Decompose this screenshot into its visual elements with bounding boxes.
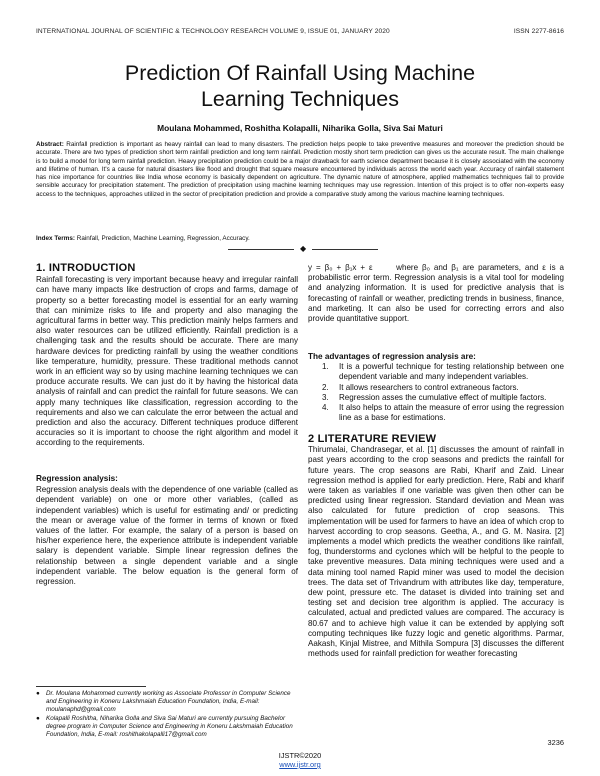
bullet-icon: ●: [36, 715, 40, 723]
footnote-item: [36, 715, 300, 739]
advantages-heading: The advantages of regression analysis are:: [308, 352, 476, 361]
copyright: IJSTR©2020: [278, 751, 322, 760]
equation-section: [308, 263, 564, 324]
diamond-icon: ◆: [300, 244, 307, 253]
regression-text: Regression analysis deals with the dependence of one variable (called as dependent variable) on one or more other variables, (called as independent variables) which is useful for estimating and/ or predicting the mean or average value of the former in terms of known or fixed values of the latter. For example, the salary of a person is based on his/her experience here, the experience attribute is independent variable salary is dependent variable. Simple linear regression defines the relationship between a single dependent variable and a single independent variable. The below equation is the general form of regression.: [36, 485, 298, 587]
literature-heading: 2 LITERATURE REVIEW: [308, 433, 437, 445]
advantages-list: [308, 362, 564, 423]
list-item: 4. It also helps to attain the measure of error using the regression line as a base for estimations.: [331, 403, 564, 423]
literature-text: Thirumalai, Chandrasegar, et al. [1] discusses the amount of rainfall in past years according to the crop seasons and predicts the rainfall for future years. The crop seasons are Rabi, Kharif and Zaid. Linear regression method is applied for early prediction. Here, Rabi and kharif were taken as variables if one variable was given then other can be predicted using linear regression. Standard deviation and Mean was also calculated for future prediction of crop seasons. This implementation will be used for farmers to have an idea of which crop to harvest according to crop seasons. Geetha, A., and G. M. Nasira. [2] implements a model which predicts the weather conditions like rainfall, fog, thunderstorms and cyclones which will be helpful to the people to take preventive measures. Data mining techniques were used and a data mining tool named Rapid miner was used to model the decision trees. The data set of Trivandrum with attributes like day, temperature, dew point, pressure etc. The dataset is divided into training set and testing set and decision tree algorithm is applied. The accuracy is calculated, actual and predicted values are compared. The accuracy is 80.67 and to achieve high value it can be extended by applying soft computing techniques like fuzzy logic and genetic algorithms. Parmar, Aakash, Kinjal Mistree, and Mithila Sompura [3] discusses the different methods used for rainfall prediction for weather forecasting: [308, 445, 564, 659]
separator-line-right: [312, 249, 378, 250]
website-link[interactable]: www.ijstr.org: [279, 760, 321, 769]
regression-heading: Regression analysis:: [36, 474, 118, 483]
regression-section: [36, 474, 298, 587]
page-number: 3236: [547, 738, 564, 747]
footnote-text: Kolapalli Roshitha, Niharika Golla and Siva Sai Maturi are currently pursuing Bachelor degree program in Computer Science and Engineering in Koneru Lakshmaiah Education Foundation, India, E-mail: roshithakolapalli17@gmail.com: [46, 715, 293, 739]
literature-section: [308, 434, 564, 659]
regression-equation: y = β₀ + β₁x + ε: [308, 263, 373, 272]
footnote-item: [36, 690, 300, 714]
equation-explanation: where β₀ and β₁ are parameters, and ε is a probabilistic error term. Regression analysis is a vital tool for modeling and analyzing information. It is used for predictive analysis that is forecasting of rainfall or weather, predicting trends in business, finance, and marketing. It can also be used for correcting errors and also provide quantitative support.: [308, 263, 564, 324]
list-item: 1. It is a powerful technique for testing relationship between one dependent variable and many independent variables.: [331, 362, 564, 382]
intro-text: Rainfall forecasting is very important because heavy and irregular rainfall can have many impacts like destruction of crops and farms, damage of property so a better forecasting model is essential for an early warning that can minimize risks to life and property and also managing the agricultural farms in better way. This prediction mainly helps farmers and also water resources can be utilized efficiently. Rainfall prediction is a challenging task and the results should be accurate. There are many hardware devices for predicting rainfall by using the weather conditions like temperature, humidity, pressure. These traditional methods cannot work in an efficient way so by using machine learning techniques we can produce accurate results. We can just do it by having the historical data analysis of rainfall and can predict the rainfall for future seasons. We can apply many techniques like classification, regression according to the requirements and also we can calculate the error between the actual and prediction and also the accuracy. Different techniques produce different accuracies so it is important to choose the right algorithm and model it according to the requirements.: [36, 275, 298, 448]
bullet-icon: ●: [36, 690, 40, 697]
intro-heading: 1. INTRODUCTION: [36, 262, 136, 274]
index-terms: [36, 235, 564, 242]
index-terms-label: Index Terms:: [36, 235, 76, 242]
separator-line-left: [228, 249, 294, 250]
footnote-text: Dr. Moulana Mohammed currently working as Associate Professor in Computer Science and Engineering in Koneru Lakshmaiah Education Foundation, India, E-mail: moulanaphd@gmail.com: [46, 690, 291, 714]
title-line-1: Prediction Of Rainfall Using Machine: [124, 61, 476, 85]
footnote-rule: [36, 686, 146, 687]
advantages-section: [308, 352, 564, 423]
title-line-2: Learning Techniques: [200, 87, 400, 111]
issn: ISSN 2277-8616: [513, 28, 564, 35]
abstract-label: Abstract:: [36, 141, 64, 148]
abstract: [36, 141, 564, 199]
intro-section: [36, 263, 298, 449]
section-separator: [228, 245, 378, 255]
journal-name: INTERNATIONAL JOURNAL OF SCIENTIFIC & TECHNOLOGY RESEARCH VOLUME 9, ISSUE 01, JANUARY 2020: [36, 28, 390, 35]
paper-title: [60, 60, 540, 112]
index-terms-text: Rainfall, Prediction, Machine Learning, Regression, Accuracy.: [76, 235, 250, 242]
abstract-text: Rainfall prediction is important as heavy rainfall can lead to many disasters. The prediction helps people to take preventive measures and moreover the prediction should be accurate. There are two types of prediction short term rainfall prediction and long term rainfall. Prediction mostly short term prediction can gives us the accurate result. The main challenge is to build a model for long term rainfall prediction. Heavy precipitation prediction could be a major drawback for earth science department because it is closely associated with the economy and lifetime of human. It's a cause for natural disasters like flood and drought that square measure encountered by individuals across the world each year. Accuracy of rainfall statement has nice importance for countries like India whose economy is basically dependent on agriculture. The dynamic nature of atmosphere, applied mathematics techniques fail to provide sensible accuracy for precipitation statement. The prediction of precipitation using machine learning techniques may use regression. Intention of this project is to offer non-experts easy access to the techniques, approaches utilized in the sector of precipitation prediction and provide a comparative study among the various machine learning techniques.: [36, 141, 564, 198]
footnotes: [36, 690, 300, 741]
list-item: 3. Regression asses the cumulative effect of multiple factors.: [331, 393, 564, 403]
authors: Moulana Mohammed, Roshitha Kolapalli, Niharika Golla, Siva Sai Maturi: [157, 123, 443, 133]
page-footer: [200, 751, 400, 769]
list-item: 2. It allows researchers to control extraneous factors.: [331, 383, 564, 393]
